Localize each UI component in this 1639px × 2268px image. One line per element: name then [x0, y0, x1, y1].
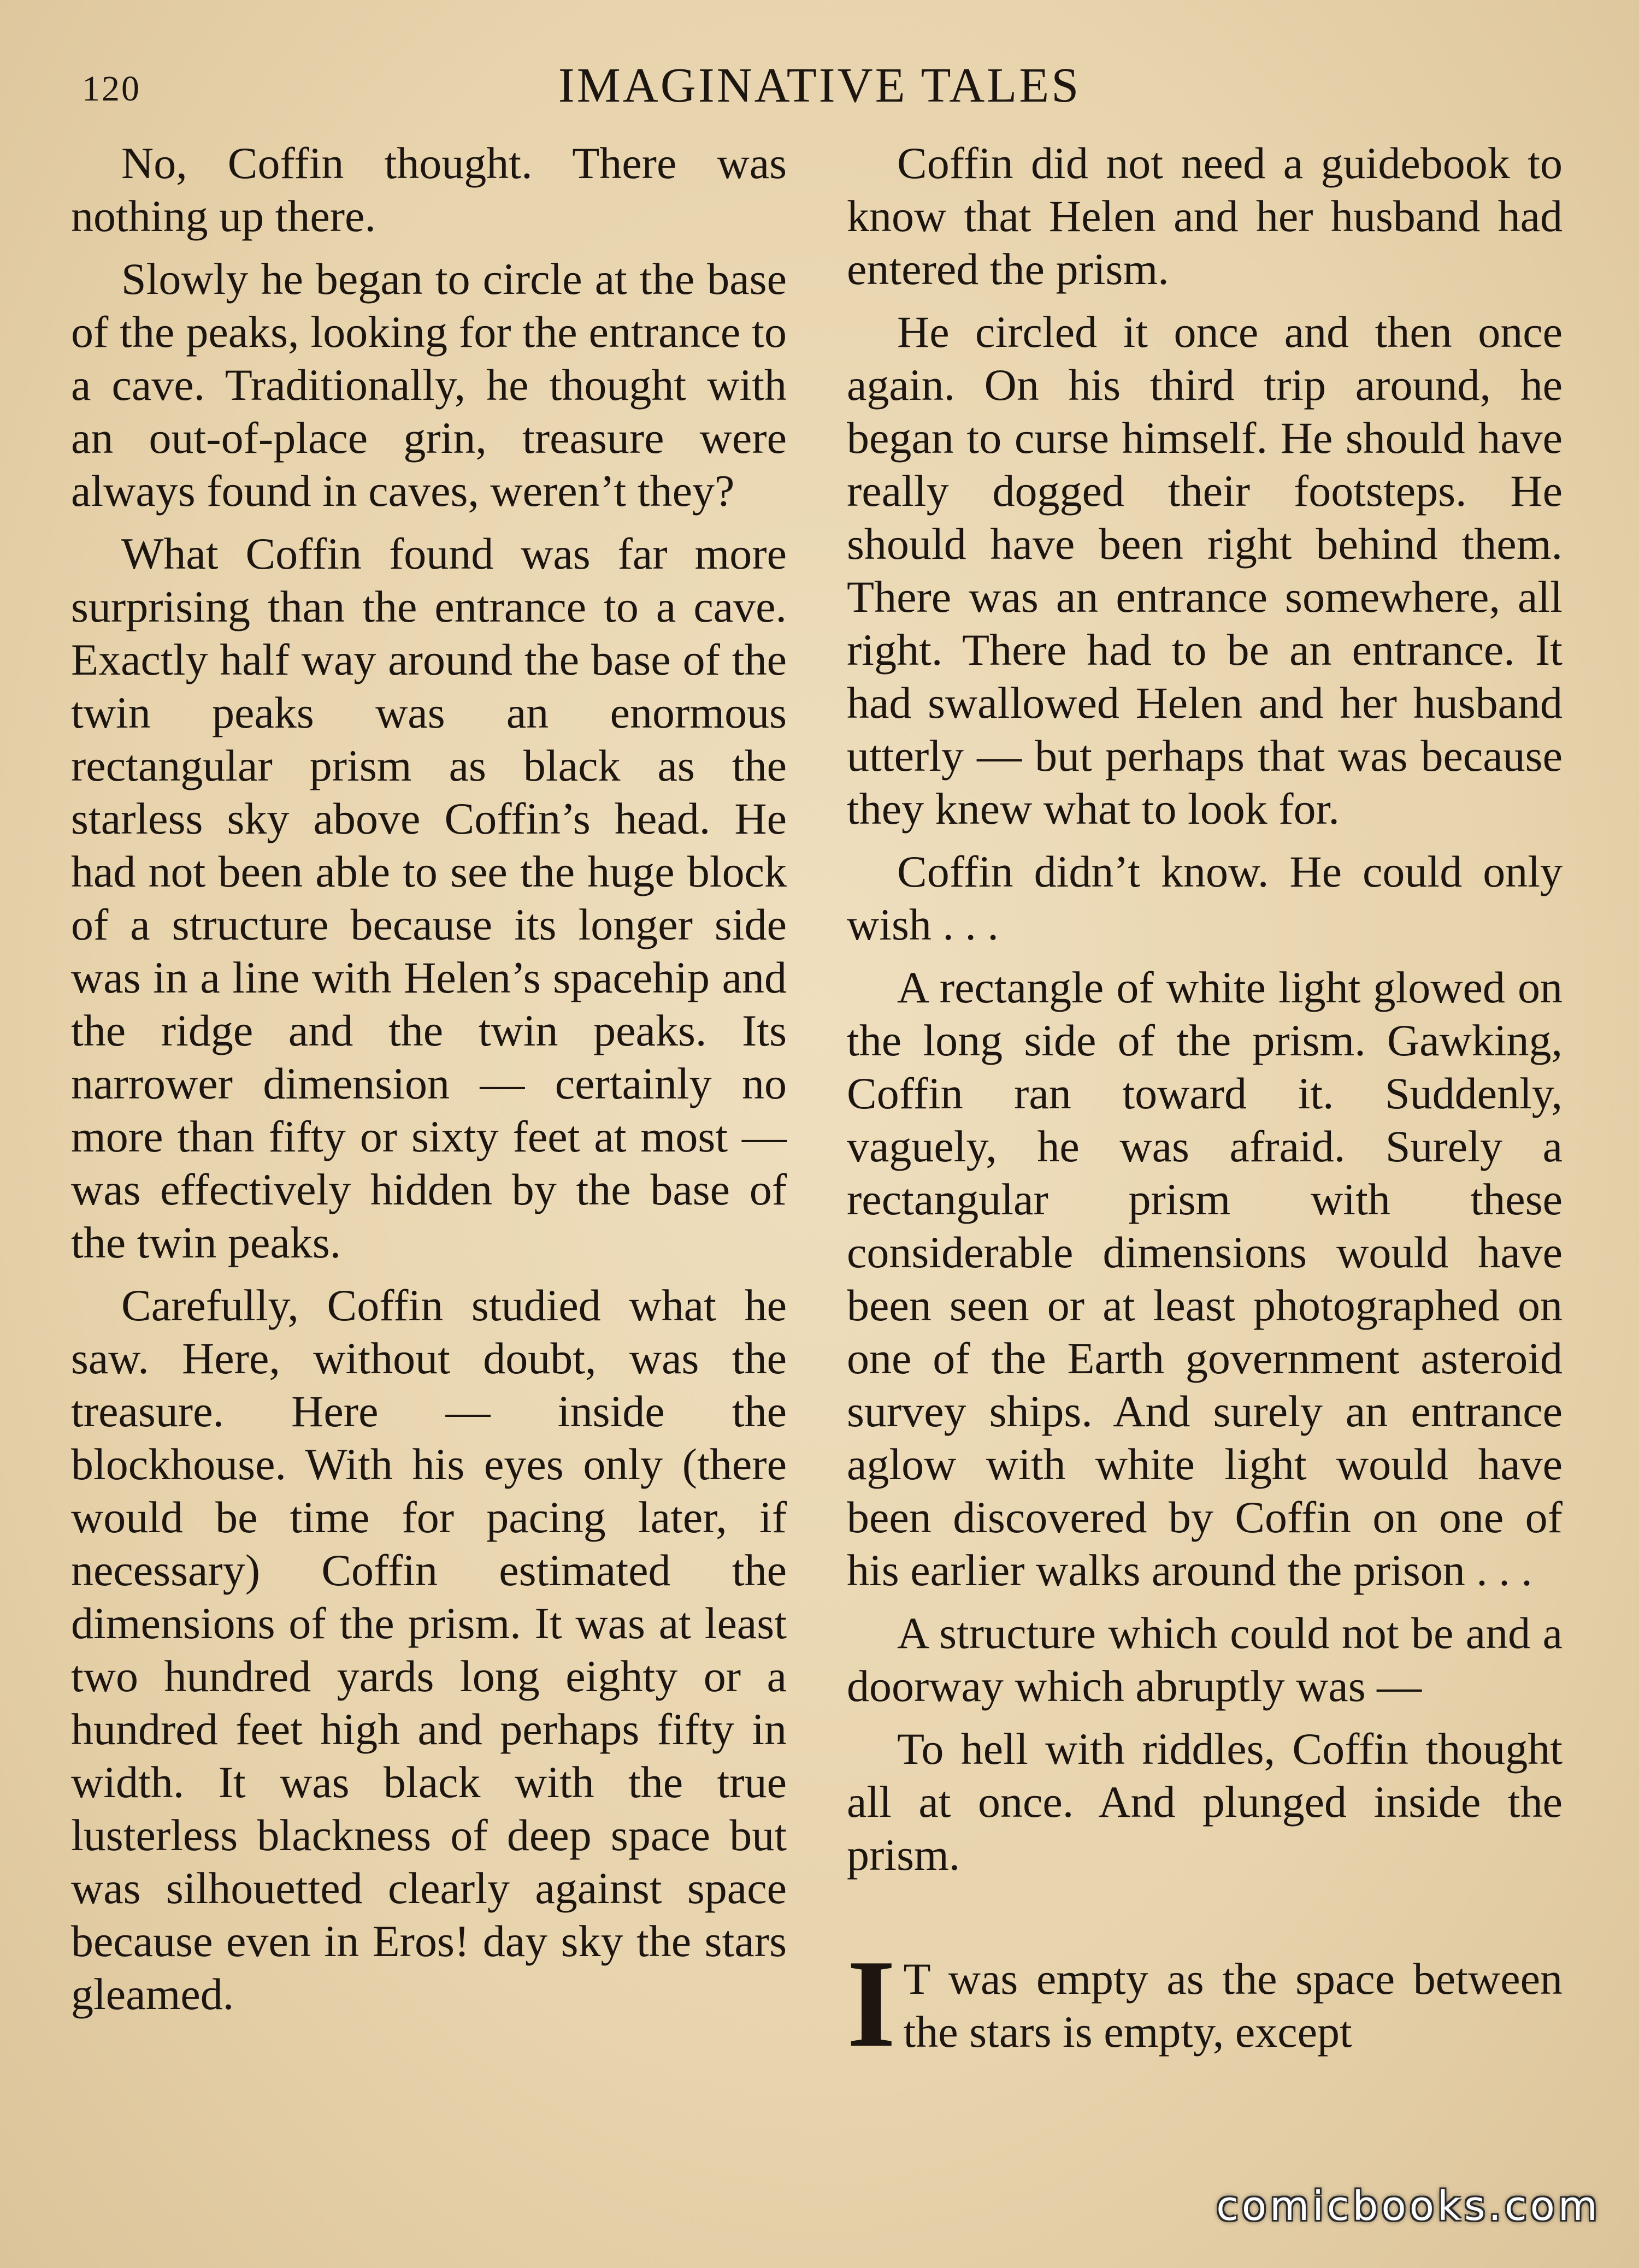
paragraph: To hell with riddles, Coffin thought all at once. And plunged inside the prism. [847, 1724, 1563, 1880]
paragraph: Coffin didn’t know. He could only wish . . . [847, 847, 1563, 949]
running-title: IMAGINATIVE TALES [558, 58, 1081, 113]
page-number: 120 [82, 69, 141, 109]
drop-cap: I [847, 1934, 896, 2073]
section-start-text: T was empty as the space between the stars is empty, except [903, 1954, 1563, 2057]
paragraph: A structure which could not be and a doorway which abruptly was — [847, 1608, 1563, 1711]
right-column [847, 137, 1563, 2073]
paragraph: What Coffin found was far more surprising than the entrance to a cave. Exactly half way around the base of the twin peaks was an enormous rectangular prism as black as the starless sky above Coffin’s head. He had not been able to see the huge block of a structure because its longer side was in a line with Helen’s spacehip and the ridge and the twin peaks. Its narrower dimension — certainly no more than fifty or sixty feet at most — was effectively hidden by the base of the twin peaks. [71, 529, 787, 1267]
paragraph: Slowly he began to circle at the base of the peaks, looking for the entrance to a cave. Traditionally, he thought with an out-of-place grin, treasure were always found in caves, weren’t they? [71, 254, 787, 516]
paragraph: He circled it once and then once again. On his third trip around, he began to curse himself. He should have really dogged their footsteps. He should have been right behind them. There was an entrance somewhere, all right. There had to be an entrance. It had swallowed Helen and her husband utterly — but perhaps that was because they knew what to look for. [847, 307, 1563, 834]
paragraph: No, Coffin thought. There was nothing up there. [71, 138, 787, 241]
paragraph: Carefully, Coffin studied what he saw. Here, without doubt, was the treasure. Here — inside the blockhouse. With his eyes only (there would be time for pacing later, if necessary) Coffin estimated the dimensions of the prism. It was at least two hundred yards long eighty or a hundred feet high and perhaps fifty in width. It was black with the true lusterless blackness of deep space but was silhouetted clearly against space because even in Eros! day sky the stars gleamed. [71, 1280, 787, 2019]
left-column [71, 137, 787, 2030]
section-start-paragraph [847, 1934, 1563, 2073]
watermark: comicbooks.com [1216, 2183, 1601, 2230]
page-header [71, 57, 1568, 117]
paragraph: Coffin did not need a guidebook to know that Helen and her husband had entered the prism. [847, 138, 1563, 294]
paragraph: A rectangle of white light glowed on the long side of the prism. Gawking, Coffin ran toward it. Suddenly, vaguely, he was afraid. Surely a rectangular prism with these considerable dimensions would have been seen or at least photographed on one of the Earth government asteroid survey ships. And surely an entrance aglow with white light would have been discovered by Coffin on one of his earlier walks around the prison . . . [847, 962, 1563, 1595]
